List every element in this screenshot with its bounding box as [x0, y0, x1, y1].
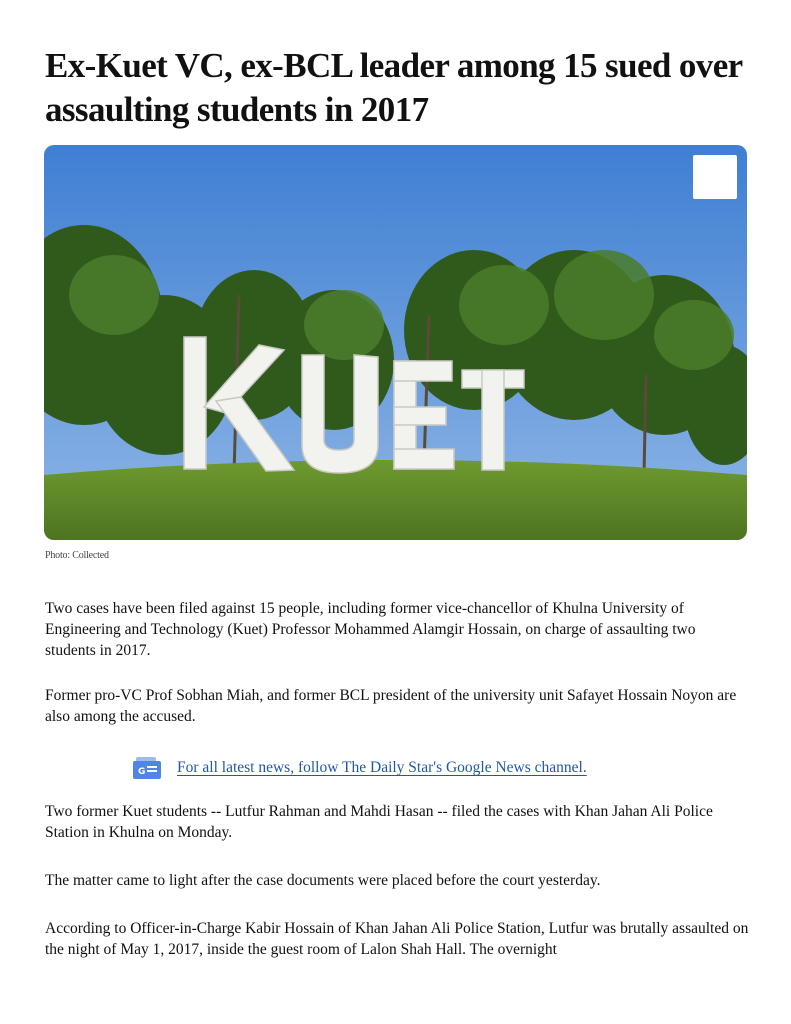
article-headline: Ex-Kuet VC, ex-BCL leader among 15 sued over assaulting students in 2017 — [45, 46, 742, 129]
article-paragraph-3: Two former Kuet students -- Lutfur Rahman and Mahdi Hasan -- filed the cases with Khan Jahan Ali Police Station in Khulna on Monday. — [45, 803, 713, 841]
google-news-icon — [133, 756, 161, 780]
hero-photo — [44, 145, 747, 540]
kuet-sign-image — [44, 145, 747, 540]
article-paragraph-2: Former pro-VC Prof Sobhan Miah, and former BCL president of the university unit Safayet Hossain Noyon are also among the accused. — [45, 687, 737, 725]
photo-caption: Photo: Collected — [45, 550, 109, 561]
image-overlay-box[interactable] — [693, 155, 737, 199]
google-news-follow-link[interactable]: For all latest news, follow The Daily Star's Google News channel. — [177, 759, 587, 776]
article-paragraph-1: Two cases have been filed against 15 people, including former vice-chancellor of Khulna University of Engineering and Technology (Kuet) Professor Mohammed Alamgir Hossain, on charge of assaulting two students in 2017. — [45, 600, 696, 659]
svg-text:G: G — [138, 767, 146, 777]
article-paragraph-4: The matter came to light after the case documents were placed before the court yesterday. — [45, 872, 601, 889]
article-paragraph-5: According to Officer-in-Charge Kabir Hossain of Khan Jahan Ali Police Station, Lutfur was brutally assaulted on the night of May 1, 2017, inside the guest room of Lalon Shah Hall. The overnight — [45, 920, 749, 958]
google-news-follow-banner[interactable] — [133, 755, 587, 781]
